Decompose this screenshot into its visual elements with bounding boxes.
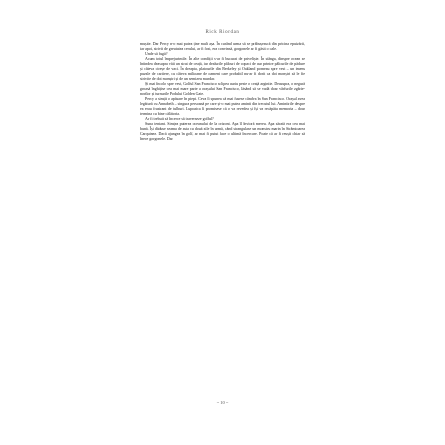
folio-ornament-right: ~ [224, 400, 229, 405]
paragraph-1: mușite. Dar Percy n-o mai putea ține mult așa. În curând urma să se prăbușească din pricina epuizării, iar apoi, strivit de greutatea cerului, ar fi fost, era convinsă, gorgonele ar fi găsit o cale. [140, 41, 305, 52]
folio-ornament-left: ~ [216, 400, 221, 405]
paragraph-7: Suna tentant. Simțea puterea oceanului de la orizont. Apa îl învioră mereu. Apa sărată era cea mai bună. Își dăduse seama de asta cu două zile în urmă, când strangulase un monstru marin în Strâmtoarea Carquinez. Dacă ajungea în golf, ar mai fi putut face o ultimă încercare. Poate că ar fi reușit chiar să înece gorgonele. Dar [140, 121, 305, 142]
page-number [0, 400, 445, 405]
paragraph-3: Acum totul împrejurimile. În alte condiții s-ar fi bucurat de priveliște. În stânga, dinspre ocean se întindea deasupra văii un strat de ceață, iar dealurile pâlcuri de copaci de aur printre pâlcurile de pădure și câteva cireșe de vaci. În dreapta, platourile din Berkeley și Oakland porneau spre vest – un imens puzzle de cartiere, cu câteva milioane de oameni care probabil nu-ar fi dorit ca doi monștri să le fie strivite de doi monștri și de un semizeu murdar. [140, 56, 305, 82]
body-text [140, 41, 305, 141]
page-number-value: 10 [220, 400, 225, 405]
paragraph-6: Ar fi trebuit să încerce să traverseze golful? [145, 116, 214, 122]
paragraph-4: Și mai încolo spre vest, Golful San Francisco sclipea auriu peste o ceață argintie. Deasupra, o negură groasă înghițise cea mai mare parte a orașului San Francisco, lăsând să se vadă doar vârfurile zgârie-norilor și turnurile Podului Golden Gate. [140, 81, 305, 97]
paragraph-2: Unde să fugă? [145, 51, 168, 57]
running-header: Rick Riordan [205, 30, 240, 35]
paragraph-5: Percy a simțit o apăsare în piept. Ceva îi spunea că mai fusese cândva în San Francisco. Orașul avea legătură cu Annabeth – singura persoană pe care și-o mai putea aminti din trecutul lui. Amintirile despre ea erau frustrant de tulburi. Lupoaica îi promisese că o va revedea și își va recăpăta memoria – doar termina cu bine călătoria. [140, 96, 305, 117]
